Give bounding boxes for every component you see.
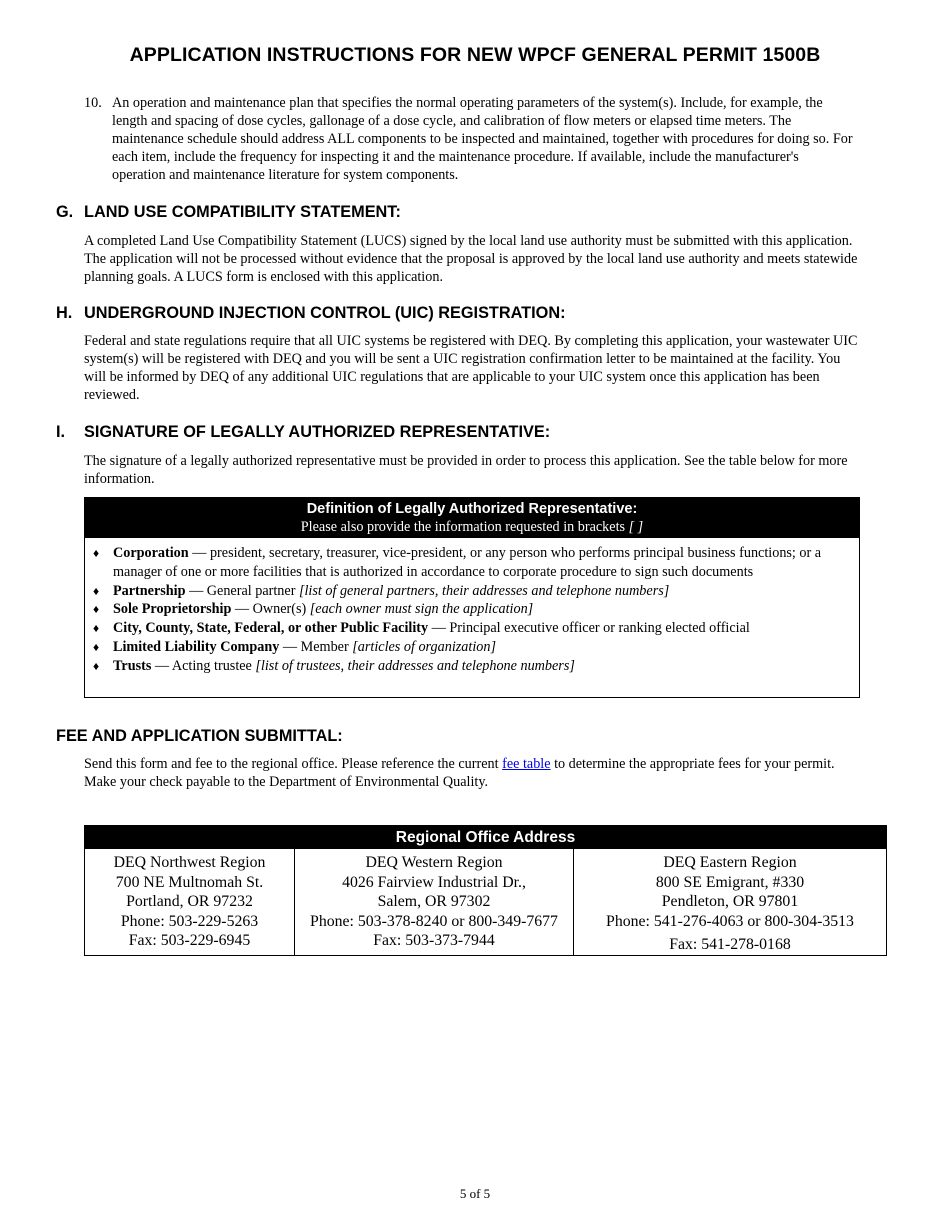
list-item (93, 619, 849, 638)
office-street: 4026 Fairview Industrial Dr., (342, 873, 526, 891)
office-fax: Fax: 503-229-6945 (128, 932, 251, 950)
em-dash: — (188, 545, 210, 561)
entity-definition: Acting trustee (171, 657, 256, 674)
em-dash: — (279, 638, 301, 655)
section-h-body: Federal and state regulations require that all UIC systems be registered with DEQ. By completing this application, your wastewater UIC system(s) will be registered with DEQ and you will be sent a UIC registration confirmation letter to be maintained at the facility. You will be informed by DEQ of any additional UIC regulations that are applicable to your UIC system once this application has been reviewed. (84, 333, 858, 403)
fee-section-heading: FEE AND APPLICATION SUBMITTAL: (56, 727, 343, 745)
office-phone: Phone: 503-229-5263 (120, 912, 259, 930)
section-title: UNDERGROUND INJECTION CONTROL (UIC) REGISTRATION: (84, 304, 566, 322)
office-name: DEQ Western Region (365, 854, 503, 871)
list-item (93, 544, 849, 582)
entity-type: Corporation (113, 545, 189, 561)
section-i-body: The signature of a legally authorized representative must be provided in order to process this application. See the table below for more information. (84, 453, 848, 487)
diamond-bullet-icon: ♦ (93, 546, 100, 560)
entity-type: Limited Liability Company (113, 638, 280, 655)
lar-header-title: Definition of Legally Authorized Representative: (306, 501, 638, 517)
entity-definition: Principal executive officer or ranking elected official (449, 620, 750, 637)
office-fax: Fax: 503-373-7944 (373, 932, 495, 950)
section-title: LAND USE COMPATIBILITY STATEMENT: (84, 203, 401, 221)
office-northwest (85, 849, 294, 955)
fee-table-link[interactable]: fee table (502, 756, 551, 772)
page-number: 5 of 5 (459, 1186, 491, 1201)
em-dash: — (185, 582, 207, 599)
em-dash: — (151, 657, 172, 674)
office-street: 700 NE Multnomah St. (115, 873, 264, 891)
office-city: Pendleton, OR 97801 (661, 893, 799, 911)
diamond-bullet-icon: ♦ (93, 621, 100, 636)
section-letter: I. (56, 423, 66, 441)
office-name: DEQ Eastern Region (663, 854, 797, 871)
entity-type: Trusts (113, 657, 152, 674)
lar-header-subtitle: Please also provide the information requested in brackets [ ] (300, 519, 644, 535)
diamond-bullet-icon: ♦ (93, 583, 100, 598)
list-item (93, 582, 849, 601)
regional-office-table (84, 825, 887, 956)
regional-office-columns (85, 849, 886, 955)
section-i-heading (56, 423, 550, 442)
diamond-bullet-icon: ♦ (93, 639, 100, 654)
item-number: 10. (84, 95, 102, 111)
entity-type: Partnership (113, 582, 186, 599)
entity-type: City, County, State, Federal, or other Public Facility (113, 620, 429, 637)
diamond-bullet-icon: ♦ (93, 602, 100, 617)
list-item (93, 600, 849, 619)
entity-definition: president, secretary, treasurer, vice-president, or any person who performs principal business functions; or a manager of one or more facilities that is authorized in accordance to corporate procedure to sign such documents (113, 545, 822, 580)
entity-type: Sole Proprietorship (113, 601, 232, 618)
item-text: An operation and maintenance plan that specifies the normal operating parameters of the system(s). Include, for example, the length and spacing of dose cycles, gallonage of a dose cycle, and calibration of flow meters or elapsed time meters. The maintenance schedule should address ALL components to be inspected and maintained, together with procedures for doing so. For each item, include the frequency for inspecting it and the maintenance procedure. If available, include the manufacturer's operation and maintenance literature for system components. (112, 95, 853, 183)
brackets-symbol: [ ] (628, 519, 644, 535)
entity-required-info: [articles of organization] (352, 638, 496, 655)
entity-definition: Owner(s) (252, 601, 310, 618)
fee-section-body: Send this form and fee to the regional office. Please reference the current fee table to determine the appropriate fees for your permit. Make your check payable to the Department of Environmental Quality. (84, 756, 835, 790)
section-g-body: A completed Land Use Compatibility Statement (LUCS) signed by the local land use authority must be submitted with this application. The application will not be processed without evidence that the proposal is approved by the local land use authority and meets statewide planning goals. A LUCS form is enclosed with this application. (84, 233, 858, 285)
section-letter: H. (56, 304, 73, 322)
legally-authorized-representative-table (84, 497, 860, 698)
lar-table-header (85, 498, 859, 538)
entity-required-info: [each owner must sign the application] (309, 601, 534, 618)
page-title: APPLICATION INSTRUCTIONS FOR NEW WPCF GENERAL PERMIT 1500B (129, 44, 821, 66)
office-phone: Phone: 503-378-8240 or 800-349-7677 (310, 912, 558, 930)
list-item (93, 657, 849, 676)
office-phone: Phone: 541-276-4063 or 800-304-3513 (606, 912, 854, 930)
office-name: DEQ Northwest Region (113, 854, 266, 871)
section-title: SIGNATURE OF LEGALLY AUTHORIZED REPRESENTATIVE: (84, 423, 551, 441)
office-street: 800 SE Emigrant, #330 (655, 873, 805, 891)
section-h-heading (56, 304, 566, 323)
section-g-heading (56, 203, 401, 222)
diamond-bullet-icon: ♦ (93, 658, 100, 673)
entity-definition: Member (300, 638, 353, 655)
office-western (294, 849, 573, 955)
section-letter: G. (56, 203, 74, 221)
office-eastern (573, 849, 886, 955)
office-fax: Fax: 541-278-0168 (669, 936, 791, 954)
lar-definition-list (85, 538, 859, 676)
office-city: Portland, OR 97232 (126, 893, 253, 911)
regional-office-table-header: Regional Office Address (85, 826, 886, 849)
entity-required-info: [list of trustees, their addresses and telephone numbers] (255, 657, 575, 674)
list-item (93, 638, 849, 657)
em-dash: — (231, 601, 253, 618)
entity-required-info: [list of general partners, their addresses and telephone numbers] (298, 582, 670, 599)
em-dash: — (428, 620, 450, 637)
entity-definition: General partner (206, 582, 299, 599)
office-city: Salem, OR 97302 (377, 893, 491, 911)
item-10 (84, 94, 854, 184)
